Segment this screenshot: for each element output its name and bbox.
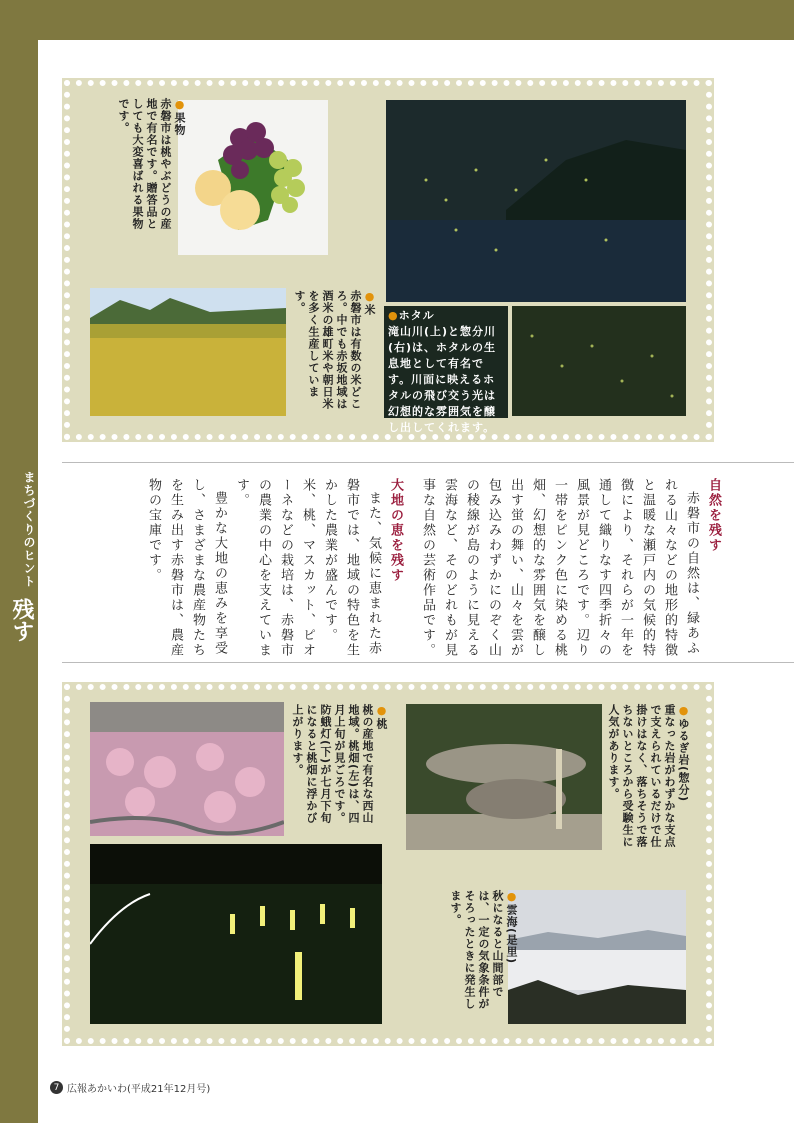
yurugi-caption xyxy=(606,704,690,850)
rice-caption-body: 赤磐市は有数の米どころ。中でも赤坂地域は酒米の雄町米や朝日米を多く生産しています。 xyxy=(293,290,362,410)
essay-earth-body-1: また、気候に恵まれた赤磐市では、地域の特色を生かした農業が盛んです。米、桃、マスカット、ピオーネなどの栽培は、赤磐市の農業の中心を支えています。 xyxy=(234,478,381,658)
firefly-caption-body: 滝山川(上)と惣分川(右)は、ホタルの生息地として有名です。川面に映えるホタルの飛び交う光は幻想的な雰囲気を醸し出してくれます。 xyxy=(388,325,497,434)
firefly-photo-upper xyxy=(386,100,686,302)
fruit-caption xyxy=(116,98,186,238)
essay-earth xyxy=(146,478,406,658)
firefly-caption xyxy=(384,306,508,434)
cloud-caption-body: 秋になると山間部では、一定の気象条件がそろったときに発生します。 xyxy=(449,890,504,1010)
rice-photo xyxy=(90,288,286,416)
fruit-caption-head: ● 果物 xyxy=(173,98,186,136)
peach-caption xyxy=(290,704,388,834)
publication-name: 広報あかいわ(平成21年12月号) xyxy=(67,1084,211,1095)
firefly-caption-head: ● ホタル xyxy=(388,309,435,322)
essay-nature-body: 赤磐市の自然は、緑あふれる山々などの地形的特徴と温暖な瀬戸内の気候的特徴により、それらが一年を通して織りなす四季折々の風景が見どころです。辺り一帯をピンク色に染める桃畑、幻想的な雰囲気を醸し出す蛍の舞い、山々を雲が包み込みわずかにのぞく山の稜線が島のように見える雲海など、そのどれもが見事な自然の芸術作品です。 xyxy=(420,478,699,658)
section-title: 残す xyxy=(9,597,35,642)
essay-earth-title: 大地の恵を残す xyxy=(388,478,403,583)
cloud-caption xyxy=(448,890,518,1020)
peach-caption-head: ● 桃 xyxy=(375,704,388,730)
yurugi-caption-body: 重なった岩がわずかな支点で支えられているだけで仕掛けはなく、落ちそうで落ちないところから受験生に人気があります。 xyxy=(607,704,676,848)
moth-lamp-photo xyxy=(90,844,382,1024)
section-subtitle: まちづくりのヒント xyxy=(22,470,36,588)
rice-caption xyxy=(292,290,376,420)
yurugi-caption-head: ● ゆるぎ岩(惣分) xyxy=(677,704,690,802)
sea-of-clouds-photo xyxy=(508,890,686,1024)
footer xyxy=(50,1080,210,1095)
yurugi-rock-photo xyxy=(406,704,602,850)
page-number: 7 xyxy=(50,1081,63,1094)
essay-nature-title: 自然を残す xyxy=(706,478,721,553)
divider-bottom xyxy=(62,662,794,663)
rice-caption-head: ● 米 xyxy=(363,290,376,316)
fruit-photo xyxy=(178,100,328,255)
fruit-caption-body: 赤磐市は桃やぶどうの産地で有名です。贈答品としても大変喜ばれる果物です。 xyxy=(117,98,172,230)
peach-orchard-photo xyxy=(90,702,284,836)
essay-earth-body-2: 豊かな大地の恵みを享受し、さまざまな農産物たちを生み出す赤磐市は、農産物の宝庫です。 xyxy=(146,478,227,658)
divider-top xyxy=(62,462,794,463)
essay-nature xyxy=(420,478,724,658)
cloud-caption-head: ● 雲海(是里) xyxy=(505,890,518,964)
firefly-photo-right xyxy=(512,306,686,416)
peach-caption-body: 桃の産地で有名な西山地域。桃畑(左)は、四月上旬が見ごろです。防蛾灯(下)が七月下旬になると桃畑に浮かび上がります。 xyxy=(291,704,374,825)
section-tab xyxy=(0,440,38,660)
